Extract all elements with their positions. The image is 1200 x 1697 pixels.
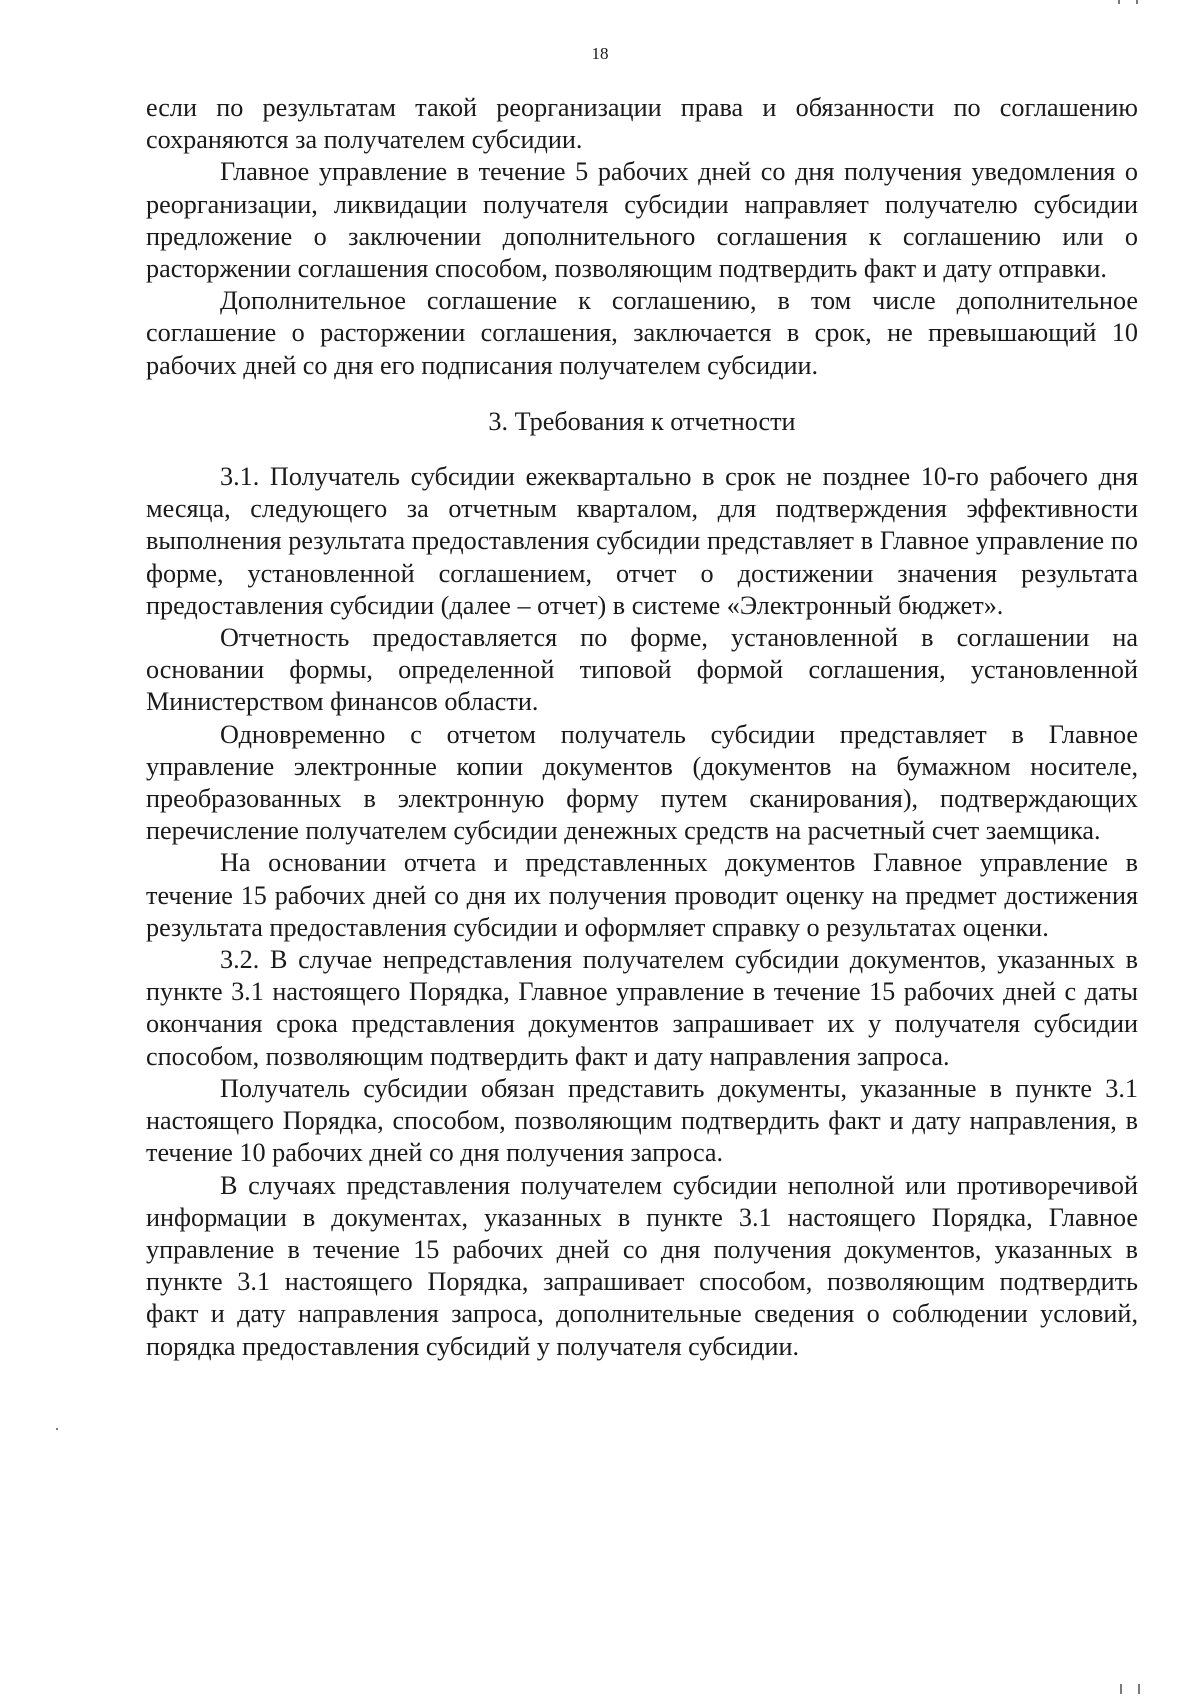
paragraph-assessment: На основании отчета и представленных документов Главное управление в течение 15 рабочих дней со дня их получения проводит оценку на предмет достижения результата предоставления субсидии и оформляет справку о результатах оценки.: [146, 848, 1138, 942]
scan-mark-bottom-right: [1120, 1684, 1122, 1694]
paragraph-reporting-form: Отчетность предоставляется по форме, установленной в соглашении на основании формы, определенной типовой формой соглашения, установленной Министерством финансов области.: [146, 623, 1138, 717]
paragraph-3-1: 3.1. Получатель субсидии ежеквартально в срок не позднее 10-го рабочего дня месяца, следующего за отчетным кварталом, для подтверждения эффективности выполнения результата предоставления субсидии представляет в Главное управление по форме, установленной соглашением, отчет о достижении значения результата предоставления субсидии (далее – отчет) в системе «Электронный бюджет».: [146, 462, 1138, 620]
paragraph-reorganization-notice: Главное управление в течение 5 рабочих дней со дня получения уведомления о реорганизации, ликвидации получателя субсидии направляет получателю субсидии предложение о заключении дополнительного соглашения к соглашению или о расторжении соглашения способом, позволяющим подтвердить факт и дату отправки.: [146, 157, 1138, 284]
scan-mark-bottom-right-2: [1138, 1684, 1140, 1694]
paragraph-continuation: если по результатам такой реорганизации права и обязанности по соглашению сохраняются за получателем субсидии.: [146, 93, 1138, 155]
paragraph-additional-agreement: Дополнительное соглашение к соглашению, в том числе дополнительное соглашение о расторжении соглашения, заключается в срок, не превышающий 10 рабочих дней со дня его подписания получателем субсидии.: [146, 286, 1138, 380]
scan-mark-left: [56, 1428, 58, 1430]
paragraph-electronic-copies: Одновременно с отчетом получатель субсидии представляет в Главное управление электронные копии документов (документов на бумажном носителе, преобразованных в электронную форму путем сканирования), подтверждающих перечисление получателем субсидии денежных средств на расчетный счет заемщика.: [146, 719, 1138, 846]
scan-mark-top-right-2: [1136, 0, 1138, 4]
paragraph-incomplete-info: В случаях представления получателем субсидии неполной или противоречивой информации в документах, указанных в пункте 3.1 настоящего Порядка, Главное управление в течение 15 рабочих дней со дня получения документов, указанных в пункте 3.1 настоящего Порядка, запрашивает способом, позволяющим подтвердить факт и дату направления запроса, дополнительные сведения о соблюдении условий, порядка предоставления субсидий у получателя субсидии.: [146, 1170, 1138, 1361]
paragraph-3-2: 3.2. В случае непредставления получателем субсидии документов, указанных в пункте 3.1 настоящего Порядка, Главное управление в течение 15 рабочих дней с даты окончания срока представления документов запрашивает их у получателя субсидии способом, позволяющим подтвердить факт и дату направления запроса.: [146, 945, 1138, 1071]
section-heading: 3. Требования к отчетности: [488, 406, 796, 436]
page-number: 18: [591, 44, 609, 63]
document-body: [146, 92, 1138, 1363]
paragraph-obligation: Получатель субсидии обязан представить документы, указанные в пункте 3.1 настоящего Порядка, способом, позволяющим подтвердить факт и дату направления, в течение 10 рабочих дней со дня получения запроса.: [146, 1073, 1138, 1168]
scan-mark-top-right: [1118, 0, 1120, 4]
